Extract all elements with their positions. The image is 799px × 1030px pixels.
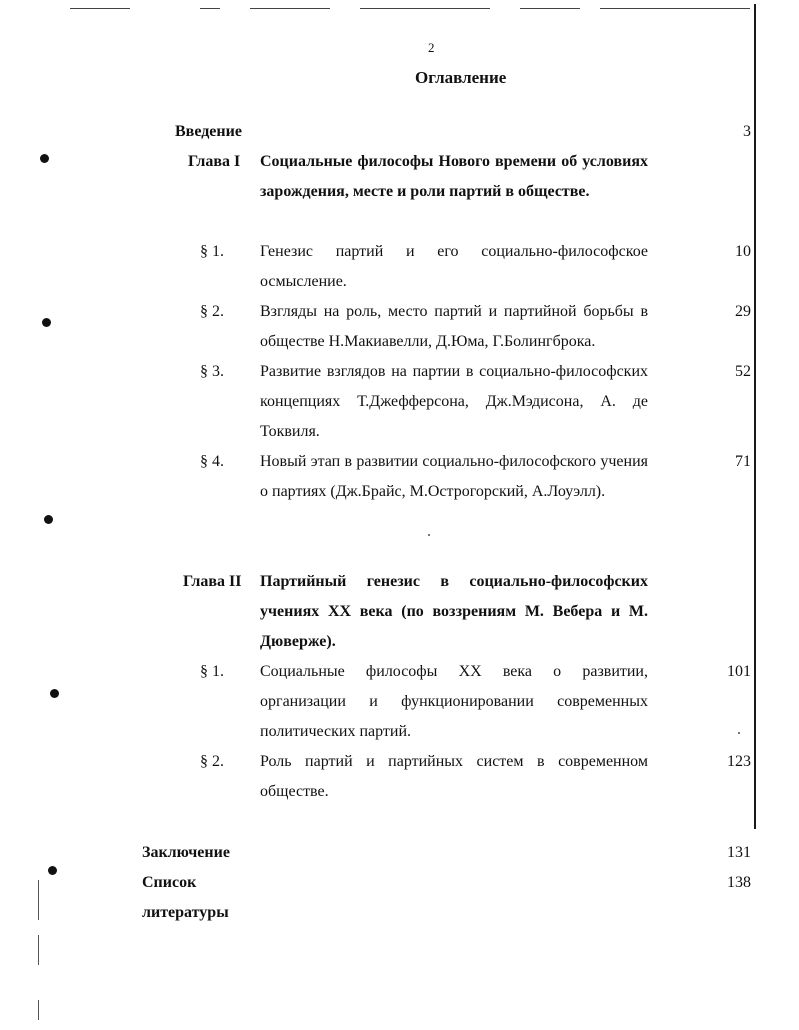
toc-section-text: Генезис партий и его социально-философское осмысление. — [260, 243, 648, 290]
punch-hole-mark — [44, 515, 53, 524]
toc-intro-label: Введение — [175, 123, 242, 140]
toc-section-num: § 1. — [200, 663, 224, 680]
toc-section-num: § 1. — [200, 243, 224, 260]
toc-chapter-2-label: Глава II — [183, 573, 242, 590]
toc-section-text: Новый этап в развитии социально-философского учения о партиях (Дж.Брайс, М.Острогорский, А.Лоуэлл). — [260, 453, 648, 500]
toc-section-page: 101 — [727, 663, 751, 680]
toc-section-num: § 4. — [200, 453, 224, 470]
toc-chapter-1-title: Социальные философы Нового времени об условиях зарождения, месте и роли партий в обществе. — [260, 153, 648, 200]
toc-intro-page: 3 — [743, 123, 751, 140]
toc-chapter-2-title: Партийный генезис в социально-философских учениях XX века (по воззрениям М. Вебера и М. Дюверже). — [260, 573, 648, 650]
toc-section-text: Роль партий и партийных систем в современном обществе. — [260, 753, 648, 800]
scan-line — [200, 8, 220, 9]
scan-edge-line — [38, 935, 39, 965]
scan-line — [250, 8, 330, 9]
toc-conclusion-label: Заключение — [142, 844, 230, 861]
toc-section-text: Социальные философы XX века о развитии, организации и функционировании современных политических партий. — [260, 663, 648, 740]
toc-section-page: 29 — [735, 303, 751, 320]
scan-line — [70, 8, 130, 9]
scan-edge-line — [38, 1000, 39, 1020]
toc-section-num: § 2. — [200, 753, 224, 770]
punch-hole-mark — [50, 689, 59, 698]
punch-hole-mark — [40, 154, 49, 163]
scan-speck — [738, 732, 740, 734]
toc-section-num: § 3. — [200, 363, 224, 380]
toc-conclusion-page: 131 — [727, 844, 751, 861]
scan-edge-line — [754, 4, 756, 829]
toc-references-page: 138 — [727, 874, 751, 891]
toc-section-text: Развитие взглядов на партии в социально-философских концепциях Т.Джефферсона, Дж.Мэдисона, А. де Токвиля. — [260, 363, 648, 440]
toc-section-page: 123 — [727, 753, 751, 770]
scan-line — [600, 8, 750, 9]
page-number: 2 — [428, 40, 435, 55]
scan-line — [360, 8, 490, 9]
scan-line — [520, 8, 580, 9]
toc-references-label: Список литературы — [142, 874, 229, 921]
toc-section-num: § 2. — [200, 303, 224, 320]
toc-section-text: Взгляды на роль, место партий и партийной борьбы в обществе Н.Макиавелли, Д.Юма, Г.Болингброка. — [260, 303, 648, 350]
page-title: Оглавление — [415, 68, 507, 87]
punch-hole-mark — [42, 318, 51, 327]
scan-edge-line — [38, 880, 39, 920]
toc-section-page: 71 — [735, 453, 751, 470]
scan-speck — [428, 534, 430, 536]
toc-section-page: 10 — [735, 243, 751, 260]
punch-hole-mark — [48, 866, 57, 875]
toc-chapter-1-label: Глава I — [188, 153, 241, 170]
toc-section-page: 52 — [735, 363, 751, 380]
